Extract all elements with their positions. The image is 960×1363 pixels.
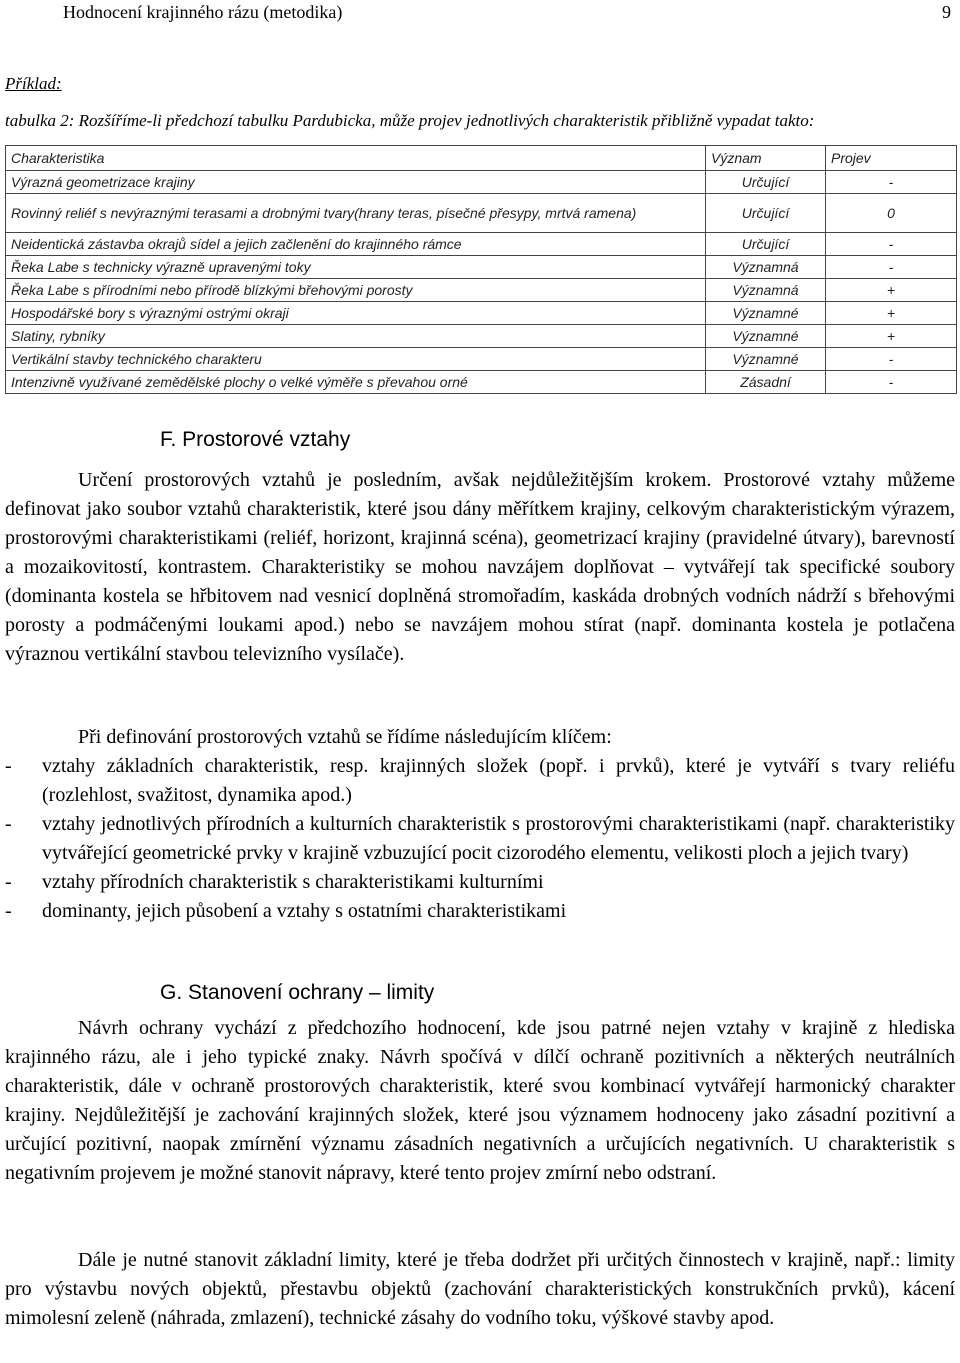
section-heading-spatial-relations: F. Prostorové vztahy [160, 428, 351, 451]
dash-marker: - [5, 813, 12, 835]
row-significance: Významná [706, 279, 826, 302]
table-row [6, 325, 957, 348]
row-significance: Zásadní [706, 371, 826, 394]
paragraph [5, 1014, 955, 1188]
table-header-row [6, 146, 957, 171]
row-characteristic: Neidentická zástavba okrajů sídel a jejich začlenění do krajinného rámce [6, 233, 706, 256]
row-manifestation: - [826, 233, 957, 256]
table-row [6, 279, 957, 302]
table-row [6, 348, 957, 371]
list-item-text: vztahy základních charakteristik, resp. krajinných složek (popř. i prvků), které je vytváří s tvary reliéfu (rozlehlost, svažitost, dynamika apod.) [42, 755, 955, 806]
row-significance: Významné [706, 325, 826, 348]
paragraph-text: Dále je nutné stanovit základní limity, které je třeba dodržet při určitých činnostech v krajině, např.: limity pro výstavbu nových objektů, přestavbu objektů (zachování charakteristických konstrukčních prvků), kácení mimolesní zeleně (náhrada, zmlazení), technické zásahy do vodního toku, výškové stavby apod. [5, 1249, 955, 1329]
row-characteristic: Slatiny, rybníky [6, 325, 706, 348]
row-significance: Určující [706, 233, 826, 256]
row-significance: Určující [706, 194, 826, 233]
table-row [6, 233, 957, 256]
header-manifestation: Projev [826, 146, 957, 171]
row-characteristic: Hospodářské bory s výraznými ostrými okraji [6, 302, 706, 325]
row-manifestation: - [826, 256, 957, 279]
row-manifestation: + [826, 325, 957, 348]
list-item [5, 868, 955, 897]
dash-marker: - [5, 755, 12, 777]
list-item-text: dominanty, jejich působení a vztahy s ostatními charakteristikami [42, 900, 567, 922]
row-characteristic: Rovinný reliéf s nevýraznými terasami a drobnými tvary(hrany teras, písečné přesypy, mrtvá ramena) [6, 194, 706, 233]
section-heading-protection-limits: G. Stanovení ochrany – limity [160, 981, 435, 1004]
paragraph [5, 723, 955, 752]
row-characteristic: Intenzivně využívané zemědělské plochy o velké výměře s převahou orné [6, 371, 706, 394]
table-caption: tabulka 2: Rozšíříme-li předchozí tabulku Pardubicka, může projev jednotlivých charakteristik přibližně vypadat takto: [5, 111, 815, 130]
row-significance: Určující [706, 171, 826, 194]
dash-marker: - [5, 900, 12, 922]
row-significance: Významné [706, 302, 826, 325]
row-characteristic: Řeka Labe s technicky výrazně upravenými toky [6, 256, 706, 279]
table-row [6, 371, 957, 394]
row-characteristic: Vertikální stavby technického charakteru [6, 348, 706, 371]
row-manifestation: + [826, 302, 957, 325]
row-significance: Významná [706, 256, 826, 279]
paragraph-text: Určení prostorových vztahů je posledním, avšak nejdůležitějším krokem. Prostorové vztahy můžeme definovat jako soubor vztahů charakteristik, které jsou dány měřítkem krajiny, celkovým charakteristickým výrazem, prostorovými charakteristikami (reliéf, horizont, krajinná scéna), geometrizací krajiny (pravidelné útvary), barevností a mozaikovitostí, kontrastem. Charakteristiky se mohou navzájem doplňovat – vytvářejí tak specifické soubory (dominanta kostela se hřbitovem nad vesnicí doplněná stromořadím, kaskáda drobných vodních nádrží s břehovými porosty a podmáčenými loukami apod.) nebo se navzájem mohou stírat (např. dominanta kostela je potlačena výraznou vertikální stavbou televizního vysílače). [5, 469, 955, 665]
list-item-text: vztahy přírodních charakteristik s charakteristikami kulturními [42, 871, 544, 893]
row-manifestation: + [826, 279, 957, 302]
table-row [6, 256, 957, 279]
row-characteristic: Výrazná geometrizace krajiny [6, 171, 706, 194]
paragraph [5, 1246, 955, 1333]
characteristics-table [5, 145, 957, 394]
table-row [6, 171, 957, 194]
document-title: Hodnocení krajinného rázu (metodika) [63, 2, 343, 22]
bullet-list [5, 752, 955, 926]
list-item-text: vztahy jednotlivých přírodních a kulturních charakteristik s prostorovými charakteristikami (např. charakteristiky vytvářející geometrické prvky v krajině vzbuzující pocit cizorodého elementu, velikosti ploch a jejich tvary) [42, 813, 955, 864]
row-characteristic: Řeka Labe s přírodními nebo přírodě blízkými břehovými porosty [6, 279, 706, 302]
header-characteristic: Charakteristika [6, 146, 706, 171]
row-manifestation: - [826, 348, 957, 371]
dash-marker: - [5, 871, 12, 893]
paragraph [5, 466, 955, 669]
paragraph-text: Návrh ochrany vychází z předchozího hodnocení, kde jsou patrné nejen vztahy v krajině z hlediska krajinného rázu, ale i jeho typické znaky. Návrh spočívá v dílčí ochraně pozitivních a některých neutrálních charakteristik, dále v ochraně prostorových charakteristik, které svou kombinací vytvářejí harmonický charakter krajiny. Nejdůležitější je zachování krajinných složek, které jsou významem hodnoceny jako zásadní pozitivní a určující pozitivní, naopak zmírnění významu zásadních negativních a určujících negativních. U charakteristik s negativním projevem je možné stanovit nápravy, které tento projev zmírní nebo odstraní. [5, 1017, 955, 1184]
list-item [5, 897, 955, 926]
example-label: Příklad: [5, 74, 62, 93]
table-row [6, 302, 957, 325]
row-significance: Významné [706, 348, 826, 371]
list-item [5, 752, 955, 810]
page-header [0, 0, 960, 26]
list-item [5, 810, 955, 868]
paragraph-text: Při definování prostorových vztahů se řídíme následujícím klíčem: [78, 726, 612, 748]
row-manifestation: - [826, 171, 957, 194]
row-manifestation: - [826, 371, 957, 394]
row-manifestation: 0 [826, 194, 957, 233]
header-significance: Význam [706, 146, 826, 171]
page-number: 9 [942, 2, 951, 22]
table-row [6, 194, 957, 233]
